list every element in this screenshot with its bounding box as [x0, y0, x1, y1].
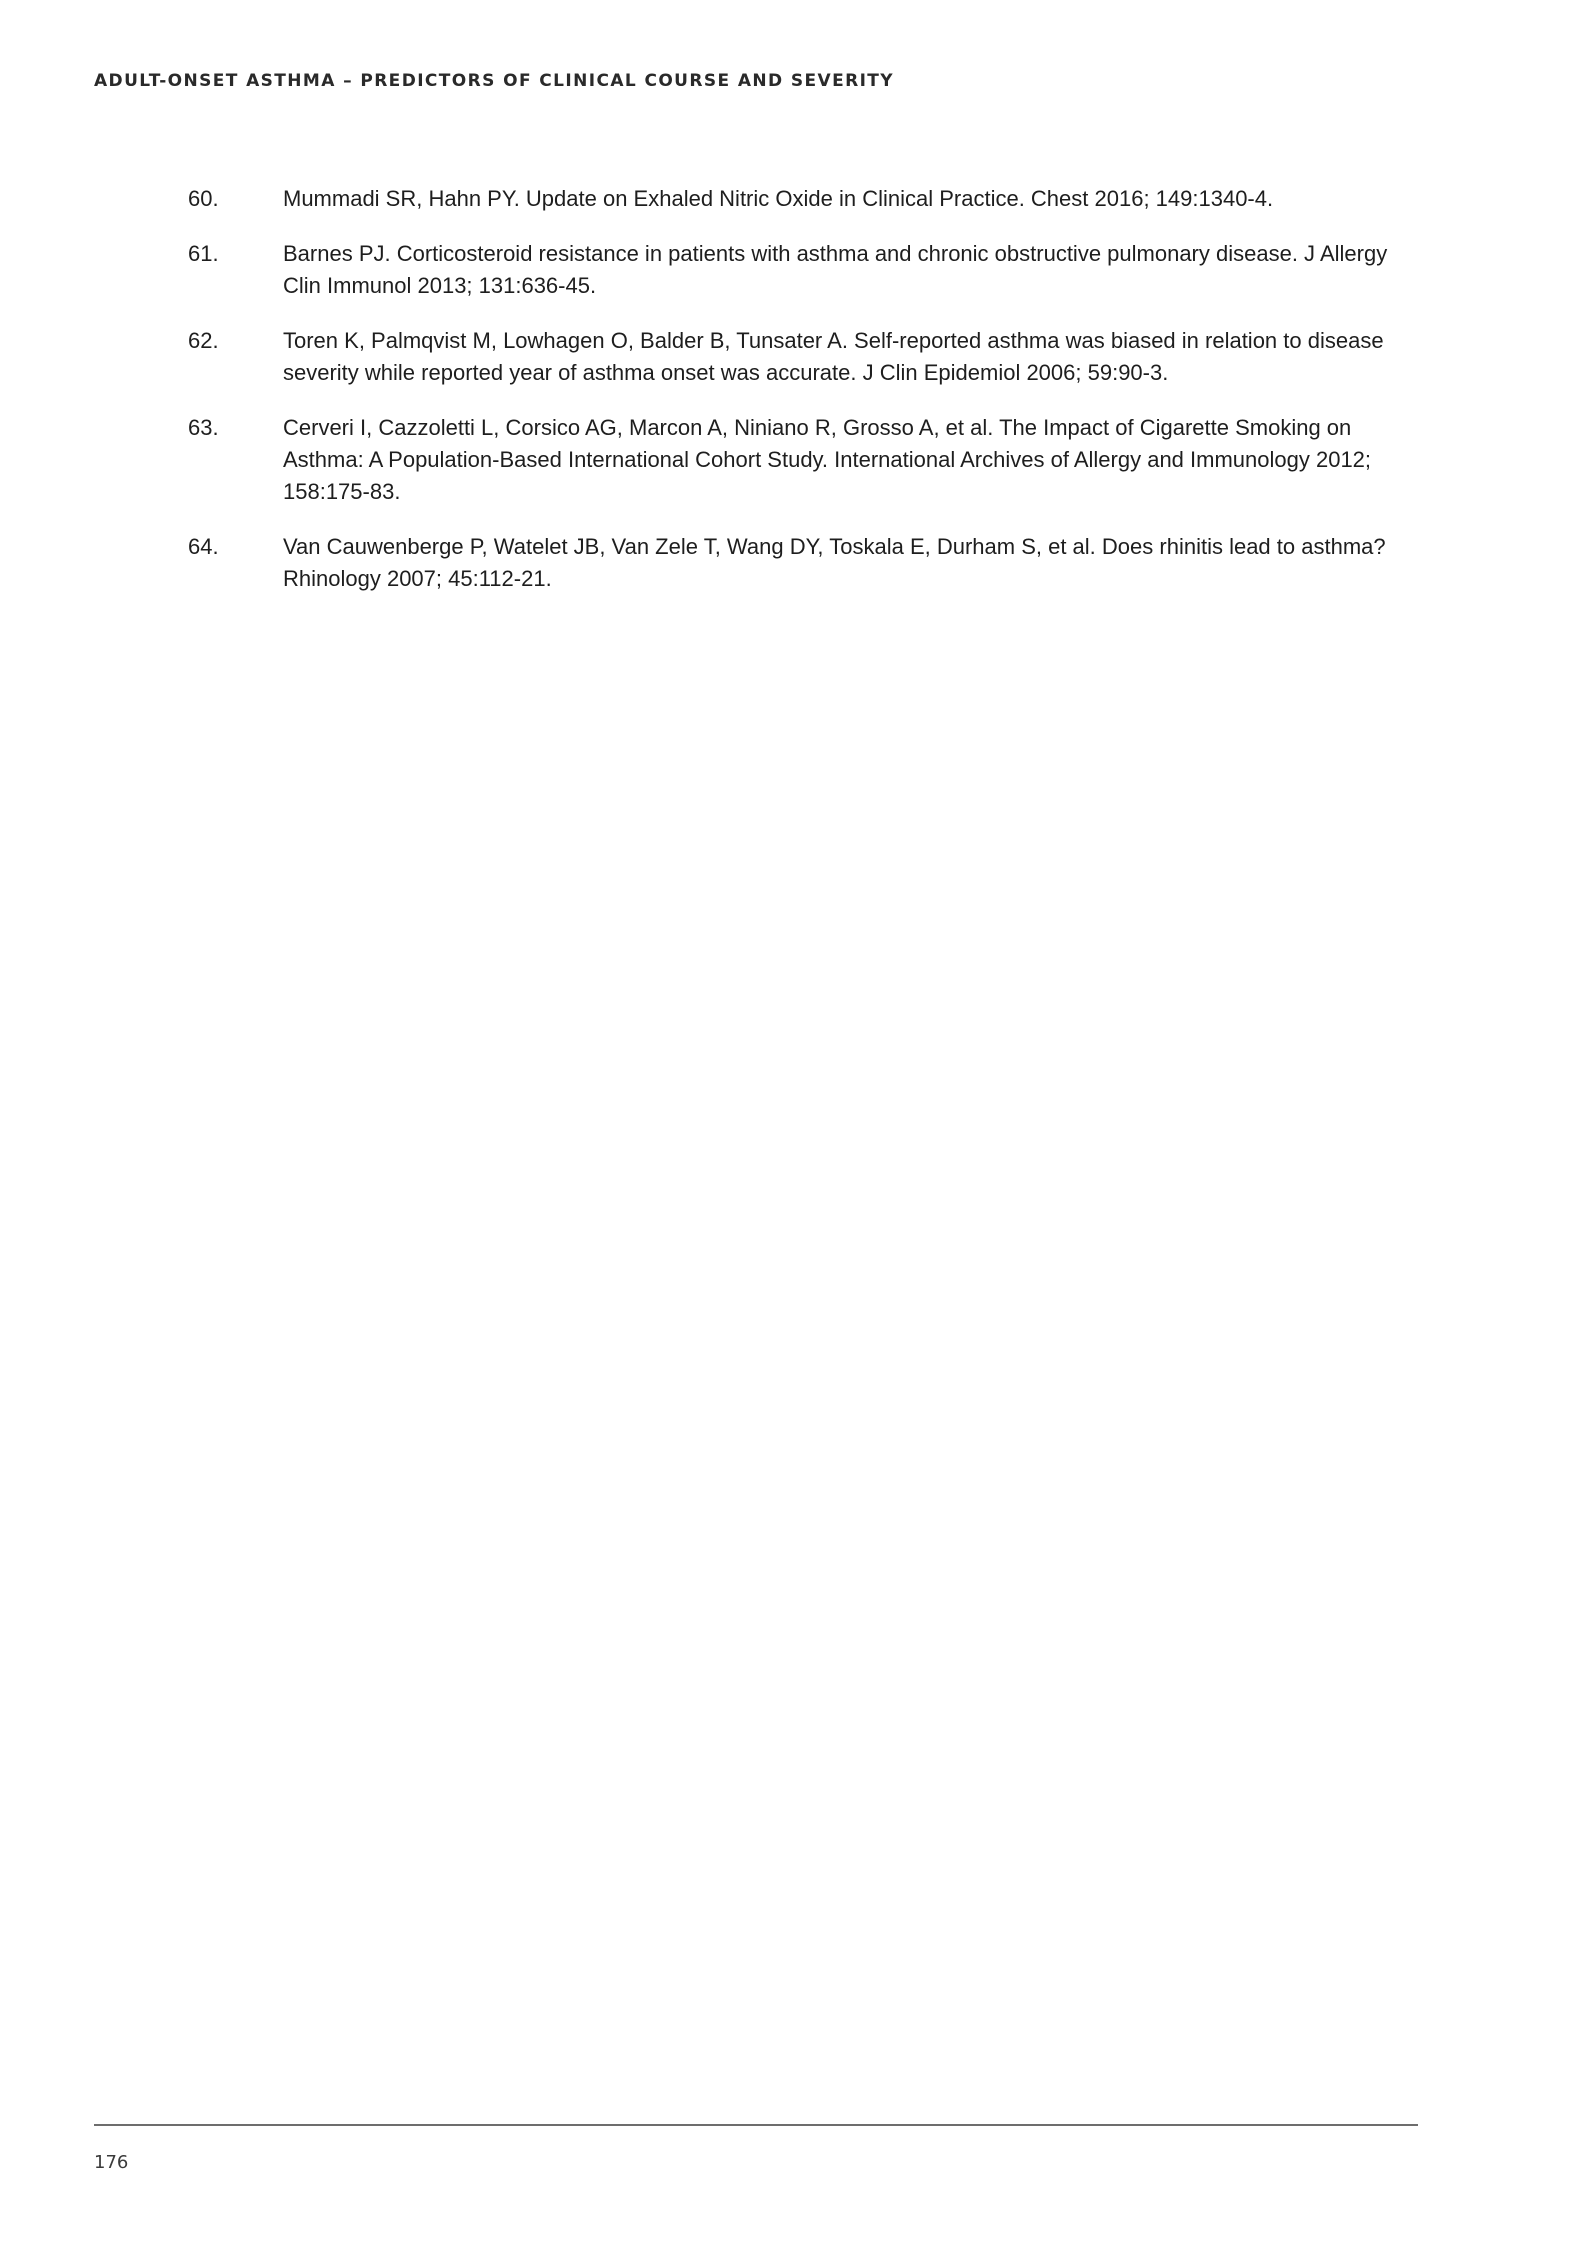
running-header: ADULT-ONSET ASTHMA – PREDICTORS OF CLINICAL COURSE AND SEVERITY — [94, 71, 895, 91]
reference-item — [188, 412, 1418, 508]
reference-text: Mummadi SR, Hahn PY. Update on Exhaled Nitric Oxide in Clinical Practice. Chest 2016; 149:1340-4. — [283, 186, 1274, 211]
footer-divider — [94, 2124, 1418, 2126]
reference-text: Van Cauwenberge P, Watelet JB, Van Zele T, Wang DY, Toskala E, Durham S, et al. Does rhinitis lead to asthma? Rhinology 2007; 45:112-21. — [283, 534, 1386, 591]
reference-text: Toren K, Palmqvist M, Lowhagen O, Balder B, Tunsater A. Self-reported asthma was biased in relation to disease severity while reported year of asthma onset was accurate. J Clin Epidemiol 2006; 59:90-3. — [283, 328, 1384, 385]
reference-number: 64. — [188, 534, 219, 559]
reference-item — [188, 238, 1418, 302]
reference-number: 60. — [188, 186, 219, 211]
reference-text: Cerveri I, Cazzoletti L, Corsico AG, Marcon A, Niniano R, Grosso A, et al. The Impact of Cigarette Smoking on Asthma: A Population-Based International Cohort Study. International Archives of Allergy and Immunology 2012; 158:175-83. — [283, 415, 1372, 504]
reference-number: 62. — [188, 328, 219, 353]
reference-text: Barnes PJ. Corticosteroid resistance in patients with asthma and chronic obstructive pulmonary disease. J Allergy Clin Immunol 2013; 131:636-45. — [283, 241, 1388, 298]
reference-item — [188, 531, 1418, 595]
reference-list — [188, 183, 1418, 618]
reference-item — [188, 325, 1418, 389]
reference-number: 63. — [188, 415, 219, 440]
reference-item — [188, 183, 1418, 215]
page-number: 176 — [94, 2152, 129, 2173]
reference-number: 61. — [188, 241, 219, 266]
